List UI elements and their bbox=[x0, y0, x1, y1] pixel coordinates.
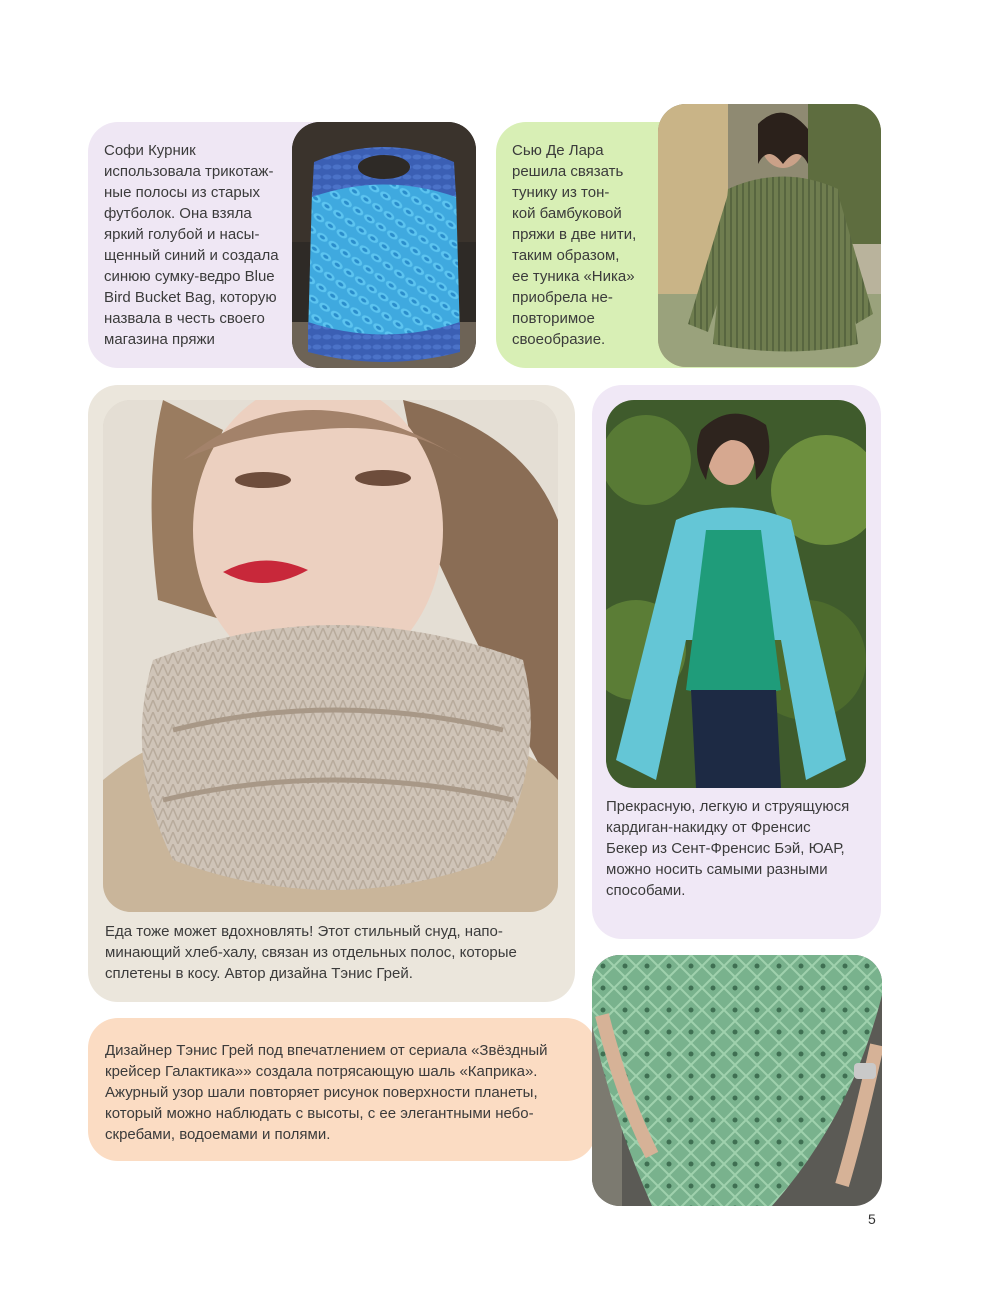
tunic-caption-line: Сью Де Лара bbox=[512, 142, 604, 159]
bag-caption-line: ные полосы из старых bbox=[104, 184, 261, 201]
tunic-caption-line: своеобразие. bbox=[512, 331, 606, 348]
tunic-caption bbox=[512, 140, 654, 350]
bucket-bag-photo bbox=[292, 122, 476, 368]
cardigan-caption-line: кардиган-накидку от Френсис bbox=[606, 819, 811, 836]
page-number: 5 bbox=[868, 1211, 876, 1227]
shawl-caption-line: скребами, водоемами и полями. bbox=[105, 1126, 331, 1143]
cardigan-photo bbox=[606, 400, 866, 788]
tunic-caption-line: приобрела не- bbox=[512, 289, 613, 306]
snood-caption-line: Еда тоже может вдохновлять! Этот стильный снуд, напо- bbox=[105, 923, 503, 940]
cardigan-caption-line: способами. bbox=[606, 882, 686, 899]
shawl-caption-line: Дизайнер Тэнис Грей под впечатлением от сериала «Звёздный bbox=[105, 1042, 548, 1059]
bag-caption-line: назвала в честь своего bbox=[104, 310, 265, 327]
bag-caption-line: футболок. Она взяла bbox=[104, 205, 252, 222]
snood-photo bbox=[103, 400, 558, 912]
bag-caption bbox=[104, 140, 288, 350]
bag-caption-line: яркий голубой и насы- bbox=[104, 226, 260, 243]
shawl-photo bbox=[592, 955, 882, 1206]
shawl-caption-line: крейсер Галактика»» создала потрясающую шаль «Каприка». bbox=[105, 1063, 538, 1080]
cardigan-caption-line: можно носить самыми разными bbox=[606, 861, 828, 878]
shawl-caption-line: который можно наблюдать с высоты, с ее элегантными небо- bbox=[105, 1105, 534, 1122]
tunic-photo bbox=[658, 104, 881, 367]
bag-caption-line: синюю сумку-ведро Blue bbox=[104, 268, 275, 285]
bag-caption-line: магазина пряжи bbox=[104, 331, 215, 348]
tunic-caption-line: тунику из тон- bbox=[512, 184, 610, 201]
bag-caption-line: щенный синий и создала bbox=[104, 247, 279, 264]
tunic-caption-line: ее туника «Ника» bbox=[512, 268, 635, 285]
tunic-caption-line: решила связать bbox=[512, 163, 624, 180]
tunic-caption-line: кой бамбуковой bbox=[512, 205, 622, 222]
snood-caption-line: минающий хлеб-халу, связан из отдельных полос, которые bbox=[105, 944, 517, 961]
cardigan-caption-line: Прекрасную, легкую и струящуюся bbox=[606, 798, 850, 815]
shawl-caption-line: Ажурный узор шали повторяет рисунок поверхности планеты, bbox=[105, 1084, 538, 1101]
tunic-caption-line: повторимое bbox=[512, 310, 595, 327]
bag-caption-line: Софи Курник bbox=[104, 142, 196, 159]
tunic-caption-line: таким образом, bbox=[512, 247, 620, 264]
shawl-caption bbox=[105, 1040, 585, 1145]
bag-caption-line: Bird Bucket Bag, которую bbox=[104, 289, 277, 306]
tunic-caption-line: пряжи в две нити, bbox=[512, 226, 637, 243]
snood-caption-line: сплетены в косу. Автор дизайна Тэнис Грей. bbox=[105, 965, 413, 982]
cardigan-caption-line: Бекер из Сент-Френсис Бэй, ЮАР, bbox=[606, 840, 845, 857]
bag-caption-line: использовала трикотаж- bbox=[104, 163, 274, 180]
snood-caption bbox=[105, 921, 565, 984]
cardigan-caption bbox=[606, 796, 868, 901]
